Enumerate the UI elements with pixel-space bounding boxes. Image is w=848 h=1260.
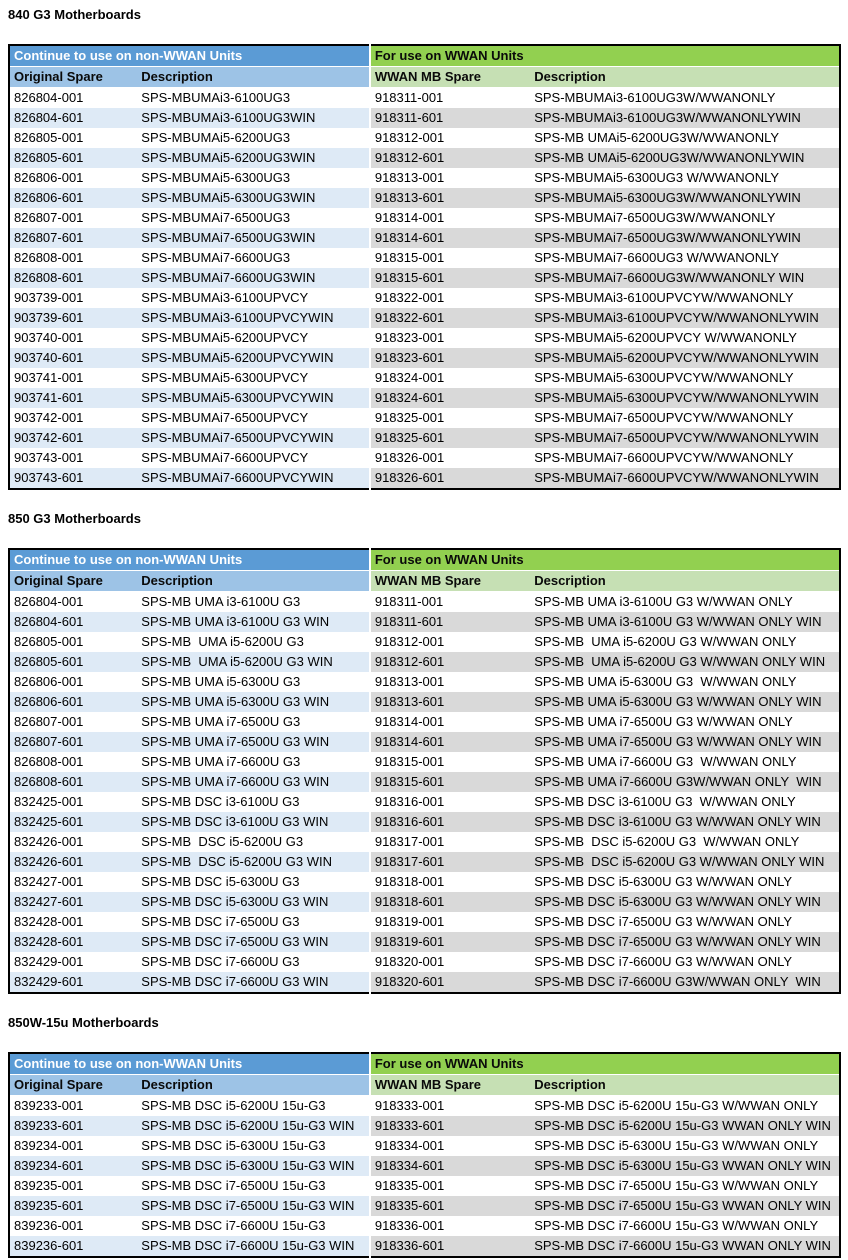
wwan-description-cell: SPS-MB UMA i5-6200U G3 W/WWAN ONLY bbox=[534, 634, 797, 649]
wwan-mb-spare-cell: 918315-601 bbox=[370, 268, 530, 288]
wwan-mb-spare-cell: 918324-601 bbox=[370, 388, 530, 408]
wwan-mb-spare-cell: 918322-601 bbox=[370, 308, 530, 328]
wwan-mb-spare-cell: 918311-601 bbox=[370, 108, 530, 128]
table-row bbox=[9, 692, 840, 712]
description-cell: SPS-MBUMAi7-6600UG3WIN bbox=[137, 268, 370, 288]
wwan-mb-spare-cell: 918314-001 bbox=[370, 712, 530, 732]
wwan-mb-spare-cell: 918333-001 bbox=[370, 1096, 530, 1117]
wwan-mb-spare-cell: 918326-001 bbox=[370, 448, 530, 468]
wwan-description-cell: SPS-MBUMAi7-6500UPVCYW/WWANONLYWIN bbox=[530, 428, 840, 448]
original-spare-cell: 832425-001 bbox=[14, 794, 84, 809]
column-header-row bbox=[9, 571, 840, 592]
original-spare-cell: 903742-601 bbox=[9, 428, 137, 448]
description-cell: SPS-MBUMAi5-6200UG3WIN bbox=[137, 148, 370, 168]
wwan-mb-spare-cell: 918324-001 bbox=[370, 368, 530, 388]
table-row bbox=[9, 892, 840, 912]
table-row bbox=[9, 912, 840, 932]
table-row bbox=[9, 228, 840, 248]
wwan-description-cell: SPS-MBUMAi3-6100UG3W/WWANONLY bbox=[534, 90, 776, 105]
description-cell: SPS-MBUMAi7-6500UPVCY bbox=[141, 410, 309, 425]
description-cell: SPS-MBUMAi5-6200UPVCYWIN bbox=[137, 348, 370, 368]
group-header-row bbox=[9, 549, 840, 571]
wwan-description-cell: SPS-MB DSC i7-6600U 15u-G3 W/WWAN ONLY bbox=[534, 1218, 819, 1233]
col-header-wwan-mb-spare: WWAN MB Spare bbox=[370, 571, 530, 592]
wwan-mb-spare-cell: 918313-001 bbox=[370, 672, 530, 692]
table-row bbox=[9, 248, 840, 268]
table-row bbox=[9, 1096, 840, 1117]
original-spare-cell: 832428-601 bbox=[9, 932, 137, 952]
description-cell: SPS-MB UMA i3-6100U G3 WIN bbox=[137, 612, 370, 632]
wwan-description-cell: SPS-MB DSC i5-6300U 15u-G3 W/WWAN ONLY bbox=[534, 1138, 819, 1153]
description-cell: SPS-MBUMAi5-6200UPVCY bbox=[141, 330, 309, 345]
section-850-g3 bbox=[8, 511, 841, 994]
original-spare-cell: 826807-001 bbox=[14, 210, 84, 225]
table-row bbox=[9, 732, 840, 752]
original-spare-cell: 826808-601 bbox=[9, 268, 137, 288]
description-cell: SPS-MBUMAi7-6500UPVCYWIN bbox=[137, 428, 370, 448]
section-850w-15u bbox=[8, 1015, 841, 1258]
original-spare-cell: 832427-601 bbox=[9, 892, 137, 912]
wwan-description-cell: SPS-MBUMAi7-6600UPVCYW/WWANONLY bbox=[534, 450, 794, 465]
description-cell: SPS-MB DSC i7-6600U 15u-G3 bbox=[141, 1218, 326, 1233]
wwan-group-header: For use on WWAN Units bbox=[370, 45, 840, 67]
original-spare-cell: 826806-601 bbox=[9, 692, 137, 712]
wwan-mb-spare-cell: 918323-601 bbox=[370, 348, 530, 368]
original-spare-cell: 903743-601 bbox=[9, 468, 137, 489]
wwan-mb-spare-cell: 918334-601 bbox=[370, 1156, 530, 1176]
description-cell: SPS-MBUMAi7-6600UPVCYWIN bbox=[137, 468, 370, 489]
original-spare-cell: 839233-001 bbox=[14, 1098, 84, 1113]
table-row bbox=[9, 872, 840, 892]
wwan-mb-spare-cell: 918315-001 bbox=[370, 248, 530, 268]
table-row bbox=[9, 852, 840, 872]
wwan-mb-spare-cell: 918334-001 bbox=[370, 1136, 530, 1156]
original-spare-cell: 903739-001 bbox=[14, 290, 84, 305]
description-cell: SPS-MB DSC i5-6300U G3 WIN bbox=[137, 892, 370, 912]
original-spare-cell: 839235-001 bbox=[14, 1178, 84, 1193]
wwan-mb-spare-cell: 918318-601 bbox=[370, 892, 530, 912]
page-title: 840 G3 Motherboards bbox=[8, 7, 141, 22]
original-spare-cell: 826808-601 bbox=[9, 772, 137, 792]
table-row bbox=[9, 428, 840, 448]
wwan-mb-spare-cell: 918335-601 bbox=[370, 1196, 530, 1216]
description-cell: SPS-MB DSC i7-6500U 15u-G3 WIN bbox=[137, 1196, 370, 1216]
description-cell: SPS-MB DSC i5-6300U 15u-G3 bbox=[141, 1138, 326, 1153]
description-cell: SPS-MB DSC i5-6200U G3 bbox=[141, 834, 304, 849]
description-cell: SPS-MBUMAi5-6300UPVCY bbox=[141, 370, 309, 385]
wwan-mb-spare-cell: 918326-601 bbox=[370, 468, 530, 489]
table-row bbox=[9, 652, 840, 672]
wwan-mb-spare-cell: 918314-601 bbox=[370, 732, 530, 752]
table-row bbox=[9, 1236, 840, 1257]
wwan-description-cell: SPS-MB UMA i7-6500U G3 W/WWAN ONLY WIN bbox=[530, 732, 840, 752]
original-spare-cell: 839236-001 bbox=[14, 1218, 84, 1233]
column-header-row bbox=[9, 1075, 840, 1096]
table-row bbox=[9, 772, 840, 792]
wwan-mb-spare-cell: 918311-001 bbox=[370, 592, 530, 613]
table-row bbox=[9, 328, 840, 348]
wwan-description-cell: SPS-MBUMAi3-6100UG3W/WWANONLYWIN bbox=[530, 108, 840, 128]
original-spare-cell: 826804-601 bbox=[9, 108, 137, 128]
original-spare-cell: 839235-601 bbox=[9, 1196, 137, 1216]
table-row bbox=[9, 1176, 840, 1196]
original-spare-cell: 826804-001 bbox=[14, 594, 84, 609]
table-row bbox=[9, 1216, 840, 1236]
wwan-description-cell: SPS-MBUMAi7-6500UG3W/WWANONLY bbox=[534, 210, 776, 225]
wwan-description-cell: SPS-MB DSC i5-6200U G3 W/WWAN ONLY WIN bbox=[530, 852, 840, 872]
wwan-mb-spare-cell: 918312-001 bbox=[370, 128, 530, 148]
table-row bbox=[9, 288, 840, 308]
wwan-description-cell: SPS-MBUMAi3-6100UPVCYW/WWANONLY bbox=[534, 290, 794, 305]
col-header-description: Description bbox=[137, 571, 370, 592]
wwan-description-cell: SPS-MB DSC i7-6600U G3 W/WWAN ONLY bbox=[534, 954, 793, 969]
wwan-description-cell: SPS-MBUMAi7-6600UG3 W/WWANONLY bbox=[534, 250, 780, 265]
wwan-description-cell: SPS-MB DSC i5-6200U G3 W/WWAN ONLY bbox=[534, 834, 800, 849]
table-row bbox=[9, 88, 840, 109]
wwan-mb-spare-cell: 918318-001 bbox=[370, 872, 530, 892]
col-header-wwan-description: Description bbox=[530, 1075, 840, 1096]
wwan-mb-spare-cell: 918319-001 bbox=[370, 912, 530, 932]
original-spare-cell: 832428-001 bbox=[14, 914, 84, 929]
wwan-description-cell: SPS-MB DSC i3-6100U G3 W/WWAN ONLY WIN bbox=[530, 812, 840, 832]
wwan-group-header: For use on WWAN Units bbox=[370, 549, 840, 571]
original-spare-cell: 826808-001 bbox=[14, 754, 84, 769]
motherboard-spares-document bbox=[8, 7, 841, 1258]
wwan-mb-spare-cell: 918325-001 bbox=[370, 408, 530, 428]
wwan-mb-spare-cell: 918323-001 bbox=[370, 328, 530, 348]
col-header-description: Description bbox=[137, 67, 370, 88]
wwan-description-cell: SPS-MB DSC i7-6500U 15u-G3 WWAN ONLY WIN bbox=[530, 1196, 840, 1216]
wwan-mb-spare-cell: 918316-001 bbox=[370, 792, 530, 812]
description-cell: SPS-MB DSC i3-6100U G3 WIN bbox=[137, 812, 370, 832]
wwan-mb-spare-cell: 918313-601 bbox=[370, 188, 530, 208]
original-spare-cell: 903739-601 bbox=[9, 308, 137, 328]
non-wwan-group-header: Continue to use on non-WWAN Units bbox=[9, 45, 370, 67]
original-spare-cell: 832426-601 bbox=[9, 852, 137, 872]
original-spare-cell: 826805-601 bbox=[9, 652, 137, 672]
description-cell: SPS-MBUMAi5-6300UPVCYWIN bbox=[137, 388, 370, 408]
wwan-description-cell: SPS-MB UMA i5-6300U G3 W/WWAN ONLY bbox=[534, 674, 797, 689]
description-cell: SPS-MBUMAi7-6500UG3 bbox=[141, 210, 291, 225]
original-spare-cell: 826805-001 bbox=[14, 634, 84, 649]
wwan-description-cell: SPS-MB DSC i7-6500U G3 W/WWAN ONLY bbox=[534, 914, 793, 929]
wwan-description-cell: SPS-MBUMAi5-6300UPVCYW/WWANONLY bbox=[534, 370, 794, 385]
wwan-description-cell: SPS-MB DSC i7-6600U G3W/WWAN ONLY WIN bbox=[530, 972, 840, 993]
wwan-mb-spare-cell: 918313-601 bbox=[370, 692, 530, 712]
description-cell: SPS-MB DSC i7-6600U 15u-G3 WIN bbox=[137, 1236, 370, 1257]
column-header-row bbox=[9, 67, 840, 88]
table-row bbox=[9, 1136, 840, 1156]
description-cell: SPS-MBUMAi7-6600UG3 bbox=[141, 250, 291, 265]
wwan-description-cell: SPS-MB UMA i3-6100U G3 W/WWAN ONLY bbox=[534, 594, 793, 609]
wwan-description-cell: SPS-MBUMAi7-6600UPVCYW/WWANONLYWIN bbox=[530, 468, 840, 489]
table-body bbox=[9, 592, 840, 994]
description-cell: SPS-MB DSC i5-6300U 15u-G3 WIN bbox=[137, 1156, 370, 1176]
table-row bbox=[9, 792, 840, 812]
spares-table-840-g3 bbox=[8, 44, 841, 490]
description-cell: SPS-MB DSC i7-6600U G3 bbox=[141, 954, 300, 969]
table-row bbox=[9, 1196, 840, 1216]
description-cell: SPS-MB UMA i5-6200U G3 bbox=[141, 634, 304, 649]
description-cell: SPS-MBUMAi5-6300UG3WIN bbox=[137, 188, 370, 208]
wwan-mb-spare-cell: 918325-601 bbox=[370, 428, 530, 448]
wwan-mb-spare-cell: 918319-601 bbox=[370, 932, 530, 952]
wwan-mb-spare-cell: 918320-601 bbox=[370, 972, 530, 993]
wwan-mb-spare-cell: 918313-001 bbox=[370, 168, 530, 188]
table-row bbox=[9, 592, 840, 613]
table-row bbox=[9, 308, 840, 328]
description-cell: SPS-MB UMA i7-6500U G3 bbox=[141, 714, 301, 729]
description-cell: SPS-MB UMA i7-6600U G3 WIN bbox=[137, 772, 370, 792]
wwan-description-cell: SPS-MB UMA i5-6300U G3 W/WWAN ONLY WIN bbox=[530, 692, 840, 712]
table-row bbox=[9, 188, 840, 208]
description-cell: SPS-MB UMA i7-6500U G3 WIN bbox=[137, 732, 370, 752]
description-cell: SPS-MB UMA i3-6100U G3 bbox=[141, 594, 301, 609]
description-cell: SPS-MB UMA i5-6300U G3 bbox=[141, 674, 301, 689]
original-spare-cell: 826805-001 bbox=[14, 130, 84, 145]
original-spare-cell: 832426-001 bbox=[14, 834, 84, 849]
original-spare-cell: 839234-601 bbox=[9, 1156, 137, 1176]
original-spare-cell: 826805-601 bbox=[9, 148, 137, 168]
col-header-wwan-description: Description bbox=[530, 571, 840, 592]
section-840-g3 bbox=[8, 7, 841, 490]
original-spare-cell: 826807-001 bbox=[14, 714, 84, 729]
page-title: 850 G3 Motherboards bbox=[8, 511, 141, 526]
description-cell: SPS-MBUMAi7-6600UPVCY bbox=[141, 450, 309, 465]
wwan-mb-spare-cell: 918333-601 bbox=[370, 1116, 530, 1136]
description-cell: SPS-MBUMAi3-6100UPVCYWIN bbox=[137, 308, 370, 328]
spares-table-850-g3 bbox=[8, 548, 841, 994]
description-cell: SPS-MBUMAi5-6200UG3 bbox=[141, 130, 291, 145]
col-header-wwan-mb-spare: WWAN MB Spare bbox=[370, 67, 530, 88]
original-spare-cell: 826806-601 bbox=[9, 188, 137, 208]
description-cell: SPS-MBUMAi3-6100UG3WIN bbox=[137, 108, 370, 128]
table-body bbox=[9, 88, 840, 490]
wwan-description-cell: SPS-MB UMAi5-6200UG3W/WWANONLY bbox=[534, 130, 780, 145]
table-row bbox=[9, 752, 840, 772]
wwan-mb-spare-cell: 918311-001 bbox=[370, 88, 530, 109]
table-row bbox=[9, 972, 840, 993]
description-cell: SPS-MB DSC i3-6100U G3 bbox=[141, 794, 300, 809]
wwan-description-cell: SPS-MB DSC i5-6200U 15u-G3 WWAN ONLY WIN bbox=[530, 1116, 840, 1136]
table-row bbox=[9, 448, 840, 468]
original-spare-cell: 839233-601 bbox=[9, 1116, 137, 1136]
wwan-description-cell: SPS-MB UMA i5-6200U G3 W/WWAN ONLY WIN bbox=[530, 652, 840, 672]
table-row bbox=[9, 952, 840, 972]
wwan-mb-spare-cell: 918315-601 bbox=[370, 772, 530, 792]
col-header-original-spare: Original Spare bbox=[9, 1075, 137, 1096]
wwan-description-cell: SPS-MBUMAi7-6500UPVCYW/WWANONLY bbox=[534, 410, 794, 425]
table-row bbox=[9, 208, 840, 228]
description-cell: SPS-MB UMA i7-6600U G3 bbox=[141, 754, 301, 769]
table-row bbox=[9, 368, 840, 388]
table-row bbox=[9, 812, 840, 832]
wwan-description-cell: SPS-MB UMA i7-6600U G3 W/WWAN ONLY bbox=[534, 754, 797, 769]
table-body bbox=[9, 1096, 840, 1258]
table-row bbox=[9, 268, 840, 288]
table-row bbox=[9, 672, 840, 692]
wwan-description-cell: SPS-MB DSC i5-6200U 15u-G3 W/WWAN ONLY bbox=[534, 1098, 819, 1113]
table-row bbox=[9, 468, 840, 489]
original-spare-cell: 832425-601 bbox=[9, 812, 137, 832]
spares-table-850w-15u bbox=[8, 1052, 841, 1258]
wwan-mb-spare-cell: 918336-001 bbox=[370, 1216, 530, 1236]
original-spare-cell: 832429-601 bbox=[9, 972, 137, 993]
wwan-description-cell: SPS-MB UMA i7-6500U G3 W/WWAN ONLY bbox=[534, 714, 793, 729]
wwan-mb-spare-cell: 918312-601 bbox=[370, 148, 530, 168]
description-cell: SPS-MB DSC i7-6500U G3 bbox=[141, 914, 300, 929]
table-row bbox=[9, 1116, 840, 1136]
table-row bbox=[9, 612, 840, 632]
original-spare-cell: 826807-601 bbox=[9, 732, 137, 752]
wwan-description-cell: SPS-MB DSC i7-6500U 15u-G3 W/WWAN ONLY bbox=[534, 1178, 819, 1193]
wwan-description-cell: SPS-MB DSC i5-6300U G3 W/WWAN ONLY bbox=[534, 874, 793, 889]
description-cell: SPS-MBUMAi3-6100UG3 bbox=[141, 90, 291, 105]
wwan-description-cell: SPS-MBUMAi7-6600UG3W/WWANONLY WIN bbox=[530, 268, 840, 288]
original-spare-cell: 832429-001 bbox=[14, 954, 84, 969]
original-spare-cell: 839236-601 bbox=[9, 1236, 137, 1257]
wwan-mb-spare-cell: 918315-001 bbox=[370, 752, 530, 772]
wwan-mb-spare-cell: 918314-001 bbox=[370, 208, 530, 228]
original-spare-cell: 826806-001 bbox=[14, 674, 84, 689]
description-cell: SPS-MBUMAi3-6100UPVCY bbox=[141, 290, 309, 305]
wwan-mb-spare-cell: 918314-601 bbox=[370, 228, 530, 248]
description-cell: SPS-MB DSC i7-6500U 15u-G3 bbox=[141, 1178, 326, 1193]
col-header-wwan-mb-spare: WWAN MB Spare bbox=[370, 1075, 530, 1096]
wwan-description-cell: SPS-MB DSC i7-6500U G3 W/WWAN ONLY WIN bbox=[530, 932, 840, 952]
description-cell: SPS-MB DSC i5-6200U 15u-G3 bbox=[141, 1098, 326, 1113]
table-row bbox=[9, 712, 840, 732]
original-spare-cell: 903741-001 bbox=[14, 370, 84, 385]
table-row bbox=[9, 832, 840, 852]
page-title: 850W-15u Motherboards bbox=[8, 1015, 159, 1030]
description-cell: SPS-MB UMA i5-6300U G3 WIN bbox=[137, 692, 370, 712]
table-row bbox=[9, 388, 840, 408]
original-spare-cell: 826807-601 bbox=[9, 228, 137, 248]
description-cell: SPS-MB DSC i5-6200U G3 WIN bbox=[137, 852, 370, 872]
original-spare-cell: 903743-001 bbox=[14, 450, 84, 465]
col-header-description: Description bbox=[137, 1075, 370, 1096]
wwan-description-cell: SPS-MB UMAi5-6200UG3W/WWANONLYWIN bbox=[530, 148, 840, 168]
wwan-description-cell: SPS-MBUMAi5-6200UPVCY W/WWANONLY bbox=[534, 330, 797, 345]
col-header-original-spare: Original Spare bbox=[9, 67, 137, 88]
wwan-mb-spare-cell: 918312-601 bbox=[370, 652, 530, 672]
wwan-mb-spare-cell: 918317-601 bbox=[370, 852, 530, 872]
wwan-description-cell: SPS-MBUMAi5-6200UPVCYW/WWANONLYWIN bbox=[530, 348, 840, 368]
original-spare-cell: 832427-001 bbox=[14, 874, 84, 889]
wwan-mb-spare-cell: 918335-001 bbox=[370, 1176, 530, 1196]
non-wwan-group-header: Continue to use on non-WWAN Units bbox=[9, 549, 370, 571]
table-row bbox=[9, 1156, 840, 1176]
group-header-row bbox=[9, 1053, 840, 1075]
description-cell: SPS-MB DSC i5-6300U G3 bbox=[141, 874, 300, 889]
description-cell: SPS-MB DSC i5-6200U 15u-G3 WIN bbox=[137, 1116, 370, 1136]
description-cell: SPS-MB DSC i7-6500U G3 WIN bbox=[137, 932, 370, 952]
wwan-description-cell: SPS-MBUMAi5-6300UG3W/WWANONLYWIN bbox=[530, 188, 840, 208]
col-header-original-spare: Original Spare bbox=[9, 571, 137, 592]
original-spare-cell: 903740-001 bbox=[14, 330, 84, 345]
wwan-description-cell: SPS-MB DSC i5-6300U G3 W/WWAN ONLY WIN bbox=[530, 892, 840, 912]
wwan-description-cell: SPS-MBUMAi3-6100UPVCYW/WWANONLYWIN bbox=[530, 308, 840, 328]
wwan-description-cell: SPS-MB UMA i7-6600U G3W/WWAN ONLY WIN bbox=[530, 772, 840, 792]
original-spare-cell: 903740-601 bbox=[9, 348, 137, 368]
wwan-description-cell: SPS-MB UMA i3-6100U G3 W/WWAN ONLY WIN bbox=[530, 612, 840, 632]
table-row bbox=[9, 108, 840, 128]
table-row bbox=[9, 148, 840, 168]
wwan-mb-spare-cell: 918317-001 bbox=[370, 832, 530, 852]
table-row bbox=[9, 168, 840, 188]
wwan-mb-spare-cell: 918311-601 bbox=[370, 612, 530, 632]
wwan-mb-spare-cell: 918336-601 bbox=[370, 1236, 530, 1257]
table-row bbox=[9, 348, 840, 368]
wwan-description-cell: SPS-MBUMAi5-6300UG3 W/WWANONLY bbox=[534, 170, 780, 185]
original-spare-cell: 839234-001 bbox=[14, 1138, 84, 1153]
col-header-wwan-description: Description bbox=[530, 67, 840, 88]
description-cell: SPS-MBUMAi7-6500UG3WIN bbox=[137, 228, 370, 248]
table-row bbox=[9, 632, 840, 652]
wwan-mb-spare-cell: 918316-601 bbox=[370, 812, 530, 832]
original-spare-cell: 826808-001 bbox=[14, 250, 84, 265]
wwan-mb-spare-cell: 918312-001 bbox=[370, 632, 530, 652]
wwan-group-header: For use on WWAN Units bbox=[370, 1053, 840, 1075]
wwan-description-cell: SPS-MB DSC i5-6300U 15u-G3 WWAN ONLY WIN bbox=[530, 1156, 840, 1176]
original-spare-cell: 903741-601 bbox=[9, 388, 137, 408]
wwan-description-cell: SPS-MBUMAi5-6300UPVCYW/WWANONLYWIN bbox=[530, 388, 840, 408]
non-wwan-group-header: Continue to use on non-WWAN Units bbox=[9, 1053, 370, 1075]
original-spare-cell: 826806-001 bbox=[14, 170, 84, 185]
table-row bbox=[9, 408, 840, 428]
description-cell: SPS-MB DSC i7-6600U G3 WIN bbox=[137, 972, 370, 993]
table-row bbox=[9, 128, 840, 148]
wwan-description-cell: SPS-MB DSC i3-6100U G3 W/WWAN ONLY bbox=[534, 794, 796, 809]
group-header-row bbox=[9, 45, 840, 67]
wwan-mb-spare-cell: 918322-001 bbox=[370, 288, 530, 308]
description-cell: SPS-MB UMA i5-6200U G3 WIN bbox=[137, 652, 370, 672]
wwan-description-cell: SPS-MB DSC i7-6600U 15u-G3 WWAN ONLY WIN bbox=[530, 1236, 840, 1257]
original-spare-cell: 826804-001 bbox=[14, 90, 84, 105]
original-spare-cell: 903742-001 bbox=[14, 410, 84, 425]
wwan-description-cell: SPS-MBUMAi7-6500UG3W/WWANONLYWIN bbox=[530, 228, 840, 248]
wwan-mb-spare-cell: 918320-001 bbox=[370, 952, 530, 972]
description-cell: SPS-MBUMAi5-6300UG3 bbox=[141, 170, 291, 185]
original-spare-cell: 826804-601 bbox=[9, 612, 137, 632]
table-row bbox=[9, 932, 840, 952]
